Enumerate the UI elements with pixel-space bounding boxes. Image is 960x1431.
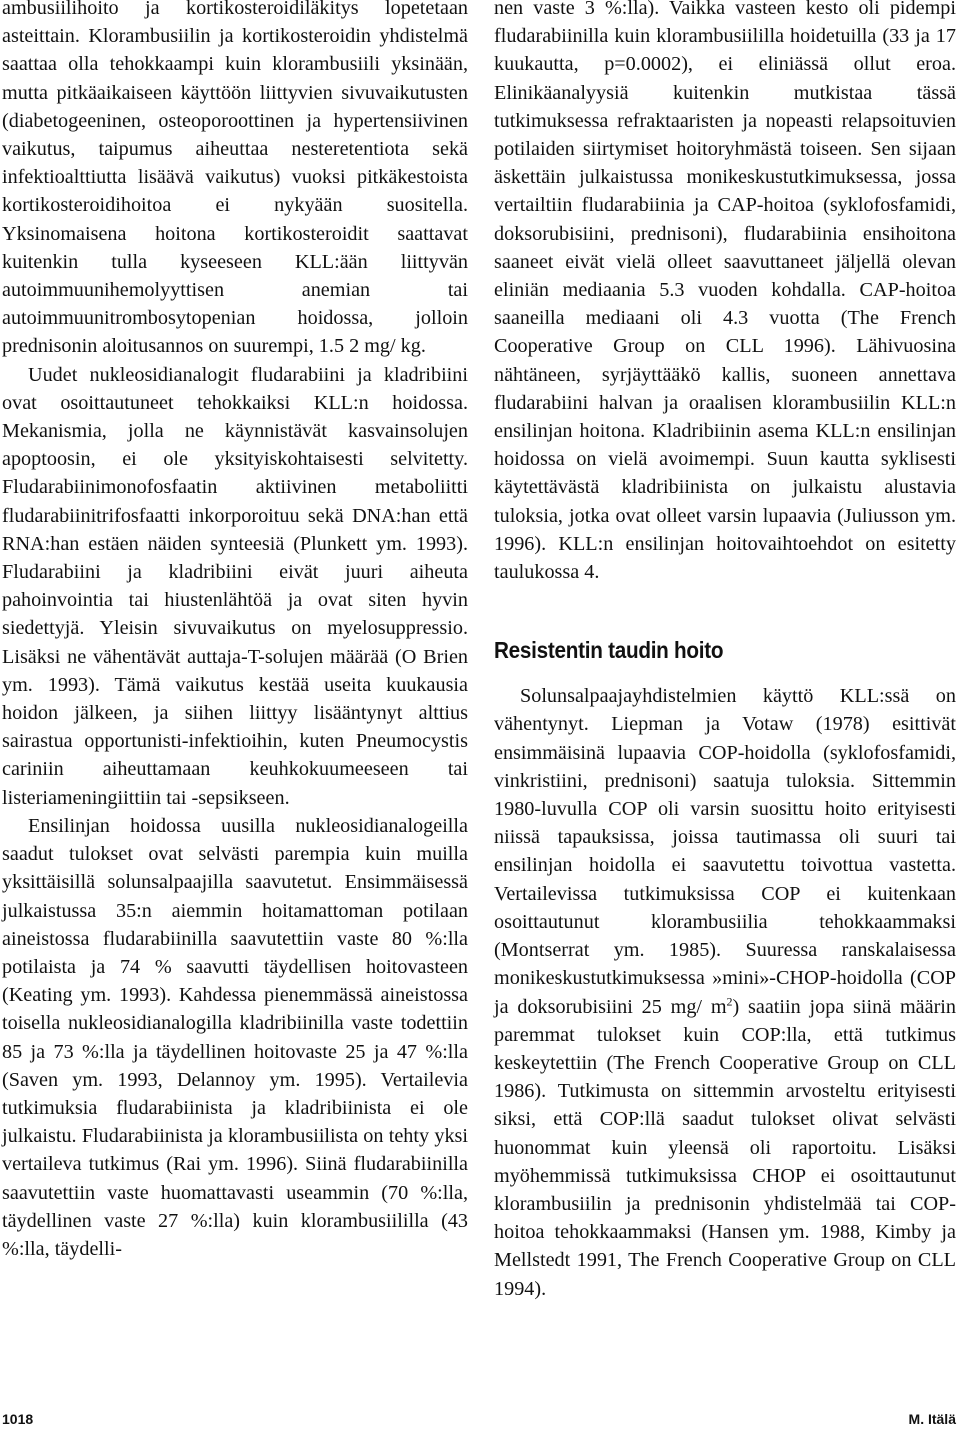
right-paragraph-2	[494, 682, 956, 1302]
section-heading: Resistentin taudin hoito	[494, 637, 724, 664]
left-paragraph-2: Uudet nukleosidianalogit fludarabiini ja kladribiini ovat osoittautuneet tehokkaiksi KLL:n hoidossa. Mekanismia, jolla ne käynnistävät kasvainsolujen apoptoosin, ei ole yksityiskohtaisesti selvitetty. Fludarabiinimonofosfaatin aktiivinen metaboliitti fludarabiinitrifosfaatti inkorporoituu sekä DNA:han että RNA:han estäen näiden synteesiä (Plunkett ym. 1993). Fludarabiini ja kladribiini eivät juuri aiheuta pahoinvointia tai hiustenlähtöä ja ovat siten hyvin siedettyjä. Yleisin sivuvaikutus on myelosuppressio. Lisäksi ne vähentävät auttaja-T-solujen määrää (O Brien ym. 1993). Tämä vaikutus kestää useita kuukausia hoidon jälkeen, ja siihen liittyy lisääntynyt alttius sairastua opportunisti-infektioihin, kuten Pneumocystis cariniin aiheuttamaan keuhkokuumeeseen tai listeriameningiittiin tai -sepsikseen.	[2, 363, 468, 809]
left-column	[2, 0, 468, 1263]
right-paragraph-2-part-b: ) saatiin jopa siinä määrin paremmat tulokset kuin COP:lla, että tutkimus keskeytettiin (The French Cooperative Group on CLL 1986). Tutkimusta on sittemmin arvosteltu erityisesti siksi, että COP:llä saadut tulokset olivat selvästi huonommat kuin yleensä oli raportoitu. Lisäksi myöhemmissä tutkimuksissa CHOP ei osoittautunut klorambusiilin ja prednisonin yhdistelmää tai COP-hoitoa tehokkaammaksi (Hansen ym. 1988, Kimby ja Mellstedt 1991, The French Cooperative Group on CLL 1994).	[494, 995, 956, 1300]
left-paragraph-3: Ensilinjan hoidossa uusilla nukleosidianalogeilla saadut tulokset ovat selvästi parempia kuin muilla yksittäisillä solunsalpaajilla saavutetut. Ensimmäisessä julkaistussa 35:n aiemmin hoitamattoman potilaan aineistossa fludarabiinilla saavutettiin vaste 80 %:lla potilaista ja 74 % saavutti täydellisen hoitovasteen (Keating ym. 1993). Kahdessa pienemmässä aineistossa toisella nukleosidianalogilla kladribiinilla vaste todettiin 85 ja 73 %:lla ja täydellinen hoitovaste 25 ja 47 %:lla (Saven ym. 1993, Delannoy ym. 1995). Vertailevia tutkimuksia fludarabiinista ja kladribiinista ei ole julkaistu. Fludarabiinista ja klorambusiilista on tehty yksi vertaileva tutkimus (Rai ym. 1996). Siinä fludarabiinilla saavutettiin vaste huomattavasti useammin (70 %:lla, täydellinen vaste 27 %:lla) kuin klorambusiililla (43 %:lla, täydelli-	[2, 814, 468, 1260]
right-column	[494, 0, 956, 1303]
right-paragraph-2-part-a: Solunsalpaajayhdistelmien käyttö KLL:ssä on vähentynyt. Liepman ja Votaw (1978) esittivät ensimmäisinä lupaavia COP-hoidolla (syklofosfamidi, vinkristiini, prednisoni) saatuja tuloksia. Sittemmin 1980-luvulla COP oli varsin suosittu hoito erityisesti niissä tapauksissa, joissa tautimassa oli suuri tai ensilinjan hoidolla ei saavutettu toivottua vastetta. Vertailevissa tutkimuksissa COP ei kuitenkaan osoittautunut klorambusiilia tehokkaammaksi (Montserrat ym. 1985). Suuressa ranskalaisessa monikeskustutkimuksessa »mini»-CHOP-hoidolla (COP ja doksorubisiini 25 mg/ m	[494, 685, 956, 1018]
right-paragraph-1: nen vaste 3 %:lla). Vaikka vasteen kesto oli pidempi fludarabiinilla kuin klorambusiililla hoidetuilla (33 ja 17 kuukautta, p=0.0002), ei eliniässä ollut eroa. Elinikäanalyysiä kuitenkin mutkistaa tässä tutkimuksessa refraktaaristen ja nopeasti relapsoituvien potilaiden siirtymiset hoitoryhmästä toiseen. Sen sijaan äskettäin julkaistussa monikeskustutkimuksessa, jossa vertailtiin fludarabiinia ja CAP-hoitoa (syklofosfamidi, doksorubisiini, prednisoni), fludarabiinia ensihoitona saaneet eivät vielä olleet saavuttaneet jäljellä olevan eliniän mediaania 5.3 vuoden kohdalla. CAP-hoitoa saaneilla mediaani oli 4.3 vuotta (The French Cooperative Group on CLL 1996). Lähivuosina nähtäneen, syrjäyttääkö kallis, suoneen annettava fludarabiini halvan ja oraalisen klorambusiilin KLL:n ensilinjan hoitona. Kladribiinin asema KLL:n ensilinjan hoidossa on vielä avoimempi. Suun kautta syklisesti käytettävästä kladribiinista on julkaistu alustavia tuloksia, jotka ovat olleet varsin lupaavia (Juliusson ym. 1996). KLL:n ensilinjan hoitovaihtoehdot on esitetty taulukossa 4.	[494, 0, 956, 584]
left-paragraph-1: ambusiilihoito ja kortikosteroidiläkitys lopetetaan asteittain. Klorambusiilin ja kortikosteroidin yhdistelmä saattaa olla tehokkaampi kuin klorambusiili yksinään, mutta pitkäaikaiseen käyttöön liittyvien sivuvaikutusten (diabetogeeninen, osteoporoottinen ja hypertensiivinen vaikutus, taipumus aiheuttaa nesteretentiota sekä infektioalttiutta lisäävä vaikutus) vuoksi pitkäkestoista kortikosteroidihoitoa ei nykyään suositella. Yksinomaisena hoitona kortikosteroidit saattavat kuitenkin tulla kyseeseen KLL:ään liittyvän autoimmuunihemolyyttisen anemian tai autoimmuunitrombosytopenian hoidossa, jolloin prednisonin aloitusannos on suurempi, 1.5 2 mg/ kg.	[2, 0, 468, 358]
author-name: M. Itälä	[908, 1411, 956, 1427]
superscript: 2	[726, 993, 733, 1008]
page-footer	[0, 1411, 960, 1431]
page-number: 1018	[2, 1411, 34, 1427]
